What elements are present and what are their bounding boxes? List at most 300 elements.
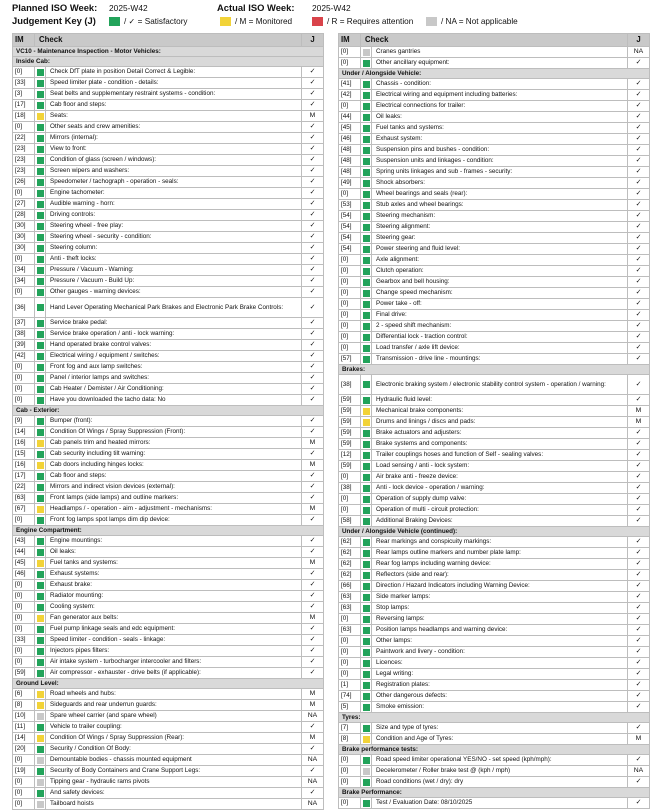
status-color-indicator [37,648,44,655]
table-row [13,569,324,580]
check-description: Differential lock - traction control: [372,332,628,343]
im-reference: [28] [13,210,35,221]
status-swatch [361,669,372,680]
im-reference: [48] [339,156,361,167]
status-color-indicator [363,594,370,601]
section-title: Under / Alongside Vehicle (continued): [339,527,650,537]
check-description: Mirrors (internal): [46,133,302,144]
table-row [339,516,650,527]
status-color-indicator [363,103,370,110]
im-reference: [16] [13,460,35,471]
im-reference: [0] [339,58,361,69]
judgement-value: ✓ [302,362,324,373]
table-row [13,438,324,449]
check-description: Driving controls: [46,210,302,221]
table-row [339,559,650,570]
check-description: Fuel tanks and systems: [372,123,628,134]
status-swatch [361,537,372,548]
check-description: Cab floor and steps: [46,471,302,482]
key-swatch-green [109,17,120,26]
status-swatch [361,603,372,614]
status-color-indicator [363,290,370,297]
status-swatch [35,471,46,482]
im-reference: [0] [339,266,361,277]
im-reference: [11] [13,722,35,733]
judgement-value: ✓ [302,100,324,111]
section-header [339,69,650,79]
status-swatch [35,504,46,515]
im-reference: [59] [339,439,361,450]
status-swatch [361,755,372,766]
judgement-value: M [302,438,324,449]
status-swatch [361,516,372,527]
section-header [339,788,650,798]
status-color-indicator [37,746,44,753]
status-color-indicator [37,320,44,327]
table-row [339,406,650,417]
im-reference: [45] [13,558,35,569]
im-reference: [0] [13,755,35,766]
check-description: Vehicle to trailer coupling: [46,722,302,733]
check-description: Direction / Hazard Indicators including Warning Device: [372,581,628,592]
table-row [339,47,650,58]
judgement-value: ✓ [302,744,324,755]
judgement-value: ✓ [628,101,650,112]
status-color-indicator [37,212,44,219]
im-reference: [9] [13,416,35,427]
table-row [13,755,324,766]
table-row [13,711,324,722]
table-row [13,254,324,265]
im-reference: [62] [339,570,361,581]
actual-iso-week-label: Actual ISO Week: [217,2,295,13]
status-swatch [35,668,46,679]
check-description: 2 - speed shift mechanism: [372,321,628,332]
status-color-indicator [37,670,44,677]
status-swatch [35,155,46,166]
table-row [13,766,324,777]
check-description: Size and type of tyres: [372,723,628,734]
status-swatch [361,375,372,395]
check-description: Steering mechanism: [372,211,628,222]
section-title: Tyres: [339,713,650,723]
status-swatch [361,178,372,189]
judgement-value: ✓ [628,625,650,636]
im-reference: [0] [13,373,35,384]
table-row [13,799,324,810]
status-swatch [35,340,46,351]
status-color-indicator [363,463,370,470]
judgement-value: ✓ [628,702,650,713]
status-color-indicator [37,735,44,742]
judgement-value: ✓ [628,189,650,200]
table-row [13,287,324,298]
check-description: Cooling system: [46,602,302,613]
key-swatch-red [312,17,323,26]
check-description: Mirrors and indirect vision devices (external): [46,482,302,493]
status-color-indicator [37,801,44,808]
judgement-value: ✓ [302,449,324,460]
table-row [339,343,650,354]
im-reference: [7] [339,723,361,734]
status-swatch [361,134,372,145]
table-row [13,243,324,254]
table-row [13,133,324,144]
table-row [339,734,650,745]
status-color-indicator [363,125,370,132]
check-description: Rear markings and conspicuity markings: [372,537,628,548]
im-reference: [0] [13,254,35,265]
judgement-value: ✓ [302,298,324,318]
check-description: Rear lamps outline markers and number plate lamp: [372,548,628,559]
table-row [13,777,324,788]
status-swatch [35,700,46,711]
check-description: Reflectors (side and rear): [372,570,628,581]
check-description: Other ancillary equipment: [372,58,628,69]
judgement-key [12,15,96,27]
check-description: Check DfT plate in position Detail Correct & Legible: [46,67,302,78]
table-row [339,101,650,112]
check-description: Paintwork and livery - condition: [372,647,628,658]
status-color-indicator [363,496,370,503]
status-color-indicator [363,235,370,242]
status-color-indicator [37,637,44,644]
status-color-indicator [37,691,44,698]
table-row [13,427,324,438]
status-color-indicator [363,345,370,352]
im-reference: [17] [13,471,35,482]
check-description: Mechanical brake components: [372,406,628,417]
status-color-indicator [37,549,44,556]
table-row [13,646,324,657]
status-color-indicator [363,334,370,341]
table-row [13,613,324,624]
judgement-value: NA [302,755,324,766]
judgement-value: ✓ [628,112,650,123]
table-row [13,460,324,471]
im-reference: [37] [13,318,35,329]
judgement-value: ✓ [628,58,650,69]
im-reference: [0] [339,47,361,58]
status-color-indicator [37,234,44,241]
status-color-indicator [37,604,44,611]
table-row [13,318,324,329]
judgement-value: ✓ [628,494,650,505]
im-reference: [59] [339,417,361,428]
judgement-value: ✓ [628,450,650,461]
status-swatch [361,647,372,658]
status-color-indicator [37,245,44,252]
table-row [13,67,324,78]
status-swatch [35,298,46,318]
table-row [339,299,650,310]
check-description: Trailer couplings hoses and function of Self - sealing valves: [372,450,628,461]
status-color-indicator [363,312,370,319]
status-swatch [35,493,46,504]
status-swatch [35,416,46,427]
section-title: Engine Compartment: [13,526,324,536]
judgement-value: ✓ [628,680,650,691]
judgement-value: ✓ [302,276,324,287]
status-swatch [361,483,372,494]
judgement-value: ✓ [302,482,324,493]
judgement-value: ✓ [302,788,324,799]
table-row [339,581,650,592]
im-reference: [74] [339,691,361,702]
im-reference: [0] [13,799,35,810]
check-description: Have you downloaded the tacho data: No [46,395,302,406]
check-description: Suspension pins and bushes - condition: [372,145,628,156]
judgement-value: ✓ [628,581,650,592]
status-color-indicator [37,375,44,382]
table-row [13,416,324,427]
im-reference: [67] [13,504,35,515]
table-row [13,547,324,558]
status-color-indicator [363,301,370,308]
im-reference: [22] [13,482,35,493]
im-reference: [8] [13,700,35,711]
check-description: Brake actuators and adjusters: [372,428,628,439]
im-reference: [0] [339,777,361,788]
check-description: Service brake operation / anti - lock warning: [46,329,302,340]
im-reference: [5] [339,702,361,713]
table-header-row [13,34,324,47]
status-color-indicator [37,397,44,404]
table-row [13,199,324,210]
check-description: Position lamps headlamps and warning device: [372,625,628,636]
judgement-value: M [302,689,324,700]
check-description: Speedometer / tachograph - operation - seals: [46,177,302,188]
table-row [339,255,650,266]
im-reference: [0] [339,310,361,321]
judgement-value: ✓ [628,559,650,570]
status-swatch [35,78,46,89]
im-reference: [0] [339,647,361,658]
section-header [13,406,324,416]
section-title: VC10 - Maintenance Inspection - Motor Vehicles: [13,47,324,57]
judgement-value: ✓ [302,624,324,635]
im-reference: [0] [13,624,35,635]
judgement-value: ✓ [628,691,650,702]
im-reference: [34] [13,276,35,287]
im-reference: [48] [339,167,361,178]
im-reference: [0] [339,288,361,299]
status-swatch [35,89,46,100]
table-row [13,362,324,373]
status-color-indicator [37,353,44,360]
judgement-value: ✓ [302,166,324,177]
status-swatch [35,384,46,395]
status-swatch [35,318,46,329]
status-swatch [35,569,46,580]
status-swatch [35,689,46,700]
status-color-indicator [363,725,370,732]
table-row [13,384,324,395]
status-color-indicator [37,626,44,633]
check-description: Steering alignment: [372,222,628,233]
status-swatch [35,287,46,298]
check-description: Smoke emission: [372,702,628,713]
status-swatch [35,438,46,449]
check-description: Front fog and aux lamp switches: [46,362,302,373]
check-description: Gearbox and bell housing: [372,277,628,288]
im-reference: [23] [13,155,35,166]
check-description: Exhaust system: [372,134,628,145]
status-color-indicator [37,364,44,371]
table-row [339,537,650,548]
judgement-value: ✓ [628,428,650,439]
table-row [339,233,650,244]
check-description: Road conditions (wet / dry): dry [372,777,628,788]
status-color-indicator [37,267,44,274]
judgement-value: NA [628,766,650,777]
status-swatch [35,602,46,613]
im-reference: [0] [339,343,361,354]
check-description: Final drive: [372,310,628,321]
table-row [339,79,650,90]
status-swatch [35,243,46,254]
status-swatch [35,657,46,668]
check-description: Power take - off: [372,299,628,310]
status-swatch [35,67,46,78]
status-swatch [35,100,46,111]
status-swatch [361,395,372,406]
actual-iso-week [217,2,294,14]
im-reference: [41] [339,79,361,90]
check-description: Electrical wiring and equipment including batteries: [372,90,628,101]
table-row [13,100,324,111]
table-row [339,777,650,788]
status-swatch [361,332,372,343]
status-color-indicator [363,381,370,388]
table-row [13,265,324,276]
table-row [13,166,324,177]
judgement-value: ✓ [302,602,324,613]
check-description: Other dangerous defects: [372,691,628,702]
section-header [339,713,650,723]
status-color-indicator [363,660,370,667]
status-color-indicator [363,147,370,154]
im-reference: [6] [13,689,35,700]
table-row [339,483,650,494]
table-row [339,417,650,428]
check-description: Exhaust brake: [46,580,302,591]
judgement-value: ✓ [628,123,650,134]
status-color-indicator [37,304,44,311]
judgement-value: M [628,406,650,417]
table-row [339,178,650,189]
judgement-value: ✓ [302,232,324,243]
status-swatch [361,101,372,112]
check-description: Engine tachometer: [46,188,302,199]
im-reference: [0] [13,602,35,613]
status-color-indicator [363,682,370,689]
status-swatch [35,395,46,406]
check-description: Fan generator aux belts: [46,613,302,624]
im-reference: [0] [13,362,35,373]
judgement-value: ✓ [302,427,324,438]
check-description: Cab Heater / Demister / Air Conditioning: [46,384,302,395]
table-row [339,658,650,669]
check-description: Steering wheel - security - condition: [46,232,302,243]
status-color-indicator [37,135,44,142]
judgement-value: ✓ [628,211,650,222]
status-swatch [35,122,46,133]
status-color-indicator [37,418,44,425]
status-color-indicator [37,790,44,797]
check-description: Demountable bodies - chassis mounted equipment [46,755,302,766]
status-swatch [35,613,46,624]
im-reference: [0] [339,321,361,332]
judgement-value: ✓ [628,167,650,178]
check-description: Bumper (front): [46,416,302,427]
status-color-indicator [37,451,44,458]
table-row [13,276,324,287]
judgement-value: M [302,504,324,515]
judgement-value: ✓ [628,669,650,680]
status-color-indicator [37,69,44,76]
status-swatch [361,428,372,439]
status-color-indicator [37,495,44,502]
status-swatch [361,461,372,472]
judgement-value: ✓ [628,343,650,354]
table-row [13,733,324,744]
status-swatch [35,276,46,287]
check-description: Legal writing: [372,669,628,680]
im-reference: [57] [339,354,361,365]
judgement-value: ✓ [302,351,324,362]
status-swatch [35,210,46,221]
status-color-indicator [363,616,370,623]
status-color-indicator [363,441,370,448]
im-reference: [58] [339,516,361,527]
judgement-value: ✓ [302,265,324,276]
table-row [13,221,324,232]
section-title: Cab - Exterior: [13,406,324,416]
key-monitored [220,15,292,27]
status-swatch [361,636,372,647]
judgement-value: ✓ [628,472,650,483]
status-swatch [361,58,372,69]
status-swatch [361,777,372,788]
table-row [339,156,650,167]
judgement-value: M [628,417,650,428]
check-description: Load transfer / axle lift device: [372,343,628,354]
status-color-indicator [363,704,370,711]
status-color-indicator [37,440,44,447]
check-description: Condition of glass (screen / windows): [46,155,302,166]
judgement-value: ✓ [628,798,650,809]
status-swatch [35,788,46,799]
status-swatch [361,266,372,277]
status-color-indicator [37,223,44,230]
judgement-value: ✓ [302,580,324,591]
judgement-value: ✓ [302,493,324,504]
status-swatch [361,167,372,178]
im-reference: [30] [13,221,35,232]
status-swatch [35,177,46,188]
check-description: Front fog lamps spot lamps dim dip device: [46,515,302,526]
status-swatch [35,373,46,384]
table-row [339,211,650,222]
status-color-indicator [37,146,44,153]
table-row [339,145,650,156]
table-row [13,89,324,100]
status-swatch [35,133,46,144]
im-reference: [16] [13,438,35,449]
table-row [13,504,324,515]
status-swatch [361,233,372,244]
